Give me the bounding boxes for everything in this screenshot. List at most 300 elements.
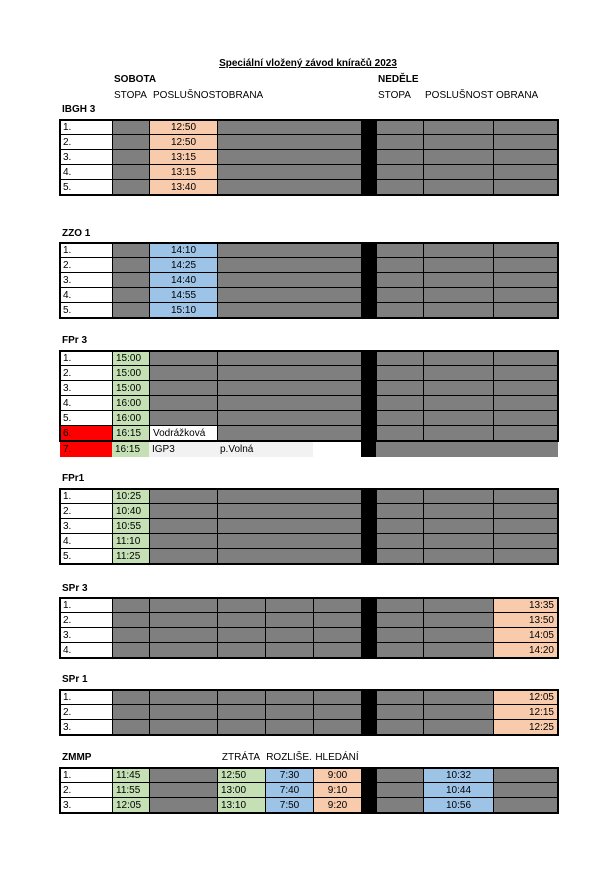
time-cell: 11:55 <box>112 783 149 798</box>
separator-cell <box>361 426 376 441</box>
separator-cell <box>361 720 376 735</box>
empty-cell <box>217 643 265 658</box>
empty-cell <box>217 411 361 426</box>
table-row <box>60 768 558 783</box>
time-cell: 13:50 <box>493 613 558 628</box>
empty-cell <box>376 598 423 613</box>
time-cell: 13:40 <box>149 180 217 195</box>
empty-cell <box>112 273 149 288</box>
empty-cell <box>423 643 493 658</box>
empty-cell <box>493 411 558 426</box>
section-label: ZMMP <box>62 752 92 763</box>
separator-cell <box>361 381 376 396</box>
row-number: 1. <box>60 120 112 135</box>
row-number: 2. <box>60 783 112 798</box>
empty-cell <box>149 549 217 564</box>
separator-cell <box>361 519 376 534</box>
empty-cell <box>112 120 149 135</box>
empty-cell <box>313 705 361 720</box>
empty-cell <box>112 288 149 303</box>
row-number: 4. <box>60 643 112 658</box>
empty-cell <box>112 690 149 705</box>
empty-cell <box>423 396 493 411</box>
separator-cell <box>361 273 376 288</box>
empty-cell <box>217 165 361 180</box>
separator-cell <box>361 489 376 504</box>
separator-cell <box>361 504 376 519</box>
empty-cell <box>493 150 558 165</box>
separator-cell <box>361 768 376 783</box>
table-spr1 <box>60 690 558 735</box>
time-cell: 7:30 <box>265 768 313 783</box>
empty-cell <box>112 243 149 258</box>
table-row <box>60 519 558 534</box>
empty-cell <box>217 426 361 441</box>
row-number: 5. <box>60 411 112 426</box>
empty-cell <box>376 120 423 135</box>
time-cell: 9:10 <box>313 783 361 798</box>
empty-cell <box>493 273 558 288</box>
table-row <box>60 549 558 564</box>
empty-cell <box>149 396 217 411</box>
empty-cell <box>376 303 423 318</box>
empty-cell <box>112 643 149 658</box>
separator-cell <box>361 783 376 798</box>
time-cell: 12:50 <box>149 135 217 150</box>
table-row <box>60 396 558 411</box>
row-number: 3. <box>60 381 112 396</box>
row-number: 2. <box>60 613 112 628</box>
extra-cell-text2: p.Volná <box>217 442 313 457</box>
section-label: SPr 1 <box>62 674 88 685</box>
time-cell: 7:40 <box>265 783 313 798</box>
empty-cell <box>149 381 217 396</box>
time-cell: 12:25 <box>493 720 558 735</box>
row-number: 2. <box>60 705 112 720</box>
empty-cell <box>376 165 423 180</box>
table-row <box>60 798 558 813</box>
separator-cell <box>361 150 376 165</box>
table-row <box>60 720 558 735</box>
empty-cell <box>149 783 217 798</box>
separator-cell <box>361 534 376 549</box>
empty-cell <box>376 720 423 735</box>
time-cell: 12:50 <box>217 768 265 783</box>
table-zzo1 <box>60 243 558 318</box>
empty-cell <box>493 243 558 258</box>
empty-cell <box>149 690 217 705</box>
table-row <box>60 381 558 396</box>
empty-cell <box>112 613 149 628</box>
empty-cell <box>493 768 558 783</box>
empty-cell <box>265 690 313 705</box>
time-cell: 9:00 <box>313 768 361 783</box>
table-row <box>60 120 558 135</box>
empty-cell <box>265 705 313 720</box>
separator-cell <box>361 135 376 150</box>
empty-cell <box>376 396 423 411</box>
separator-cell <box>361 303 376 318</box>
empty-cell <box>149 489 217 504</box>
table-row <box>60 489 558 504</box>
row-number: 2. <box>60 504 112 519</box>
empty-cell <box>112 720 149 735</box>
time-cell: 7:50 <box>265 798 313 813</box>
section-label: SPr 3 <box>62 583 88 594</box>
table-row <box>60 783 558 798</box>
table-row <box>60 165 558 180</box>
extra-cell-time: 16:15 <box>112 442 149 457</box>
table-row <box>60 180 558 195</box>
empty-cell <box>493 783 558 798</box>
empty-cell <box>112 628 149 643</box>
empty-cell <box>217 180 361 195</box>
empty-cell <box>376 288 423 303</box>
row-number: 3. <box>60 798 112 813</box>
empty-cell <box>493 519 558 534</box>
empty-cell <box>493 120 558 135</box>
table-row-extra <box>60 442 558 457</box>
row-number: 1. <box>60 243 112 258</box>
empty-cell <box>112 150 149 165</box>
separator-cell <box>361 798 376 813</box>
empty-cell <box>376 613 423 628</box>
empty-cell <box>423 243 493 258</box>
table-row <box>60 504 558 519</box>
empty-cell <box>112 180 149 195</box>
empty-cell <box>376 351 423 366</box>
empty-cell <box>313 613 361 628</box>
empty-cell <box>217 519 361 534</box>
empty-cell <box>423 120 493 135</box>
empty-cell <box>493 396 558 411</box>
empty-cell <box>149 519 217 534</box>
empty-cell <box>376 150 423 165</box>
section-label: FPr1 <box>62 473 85 484</box>
table-zmmp <box>60 768 558 813</box>
row-number: 4. <box>60 396 112 411</box>
empty-cell <box>423 165 493 180</box>
empty-cell <box>493 366 558 381</box>
empty-cell <box>217 720 265 735</box>
empty-cell <box>313 643 361 658</box>
col-header-poslusnost-sun: POSLUŠNOST <box>425 90 494 101</box>
table-spr3 <box>60 598 558 658</box>
empty-cell <box>423 628 493 643</box>
empty-cell <box>493 180 558 195</box>
time-cell: 13:10 <box>217 798 265 813</box>
empty-cell <box>493 258 558 273</box>
empty-cell <box>423 519 493 534</box>
table-row <box>60 135 558 150</box>
empty-cell <box>217 120 361 135</box>
empty-cell <box>493 798 558 813</box>
time-cell: 15:00 <box>112 366 149 381</box>
table-row <box>60 288 558 303</box>
empty-cell <box>112 705 149 720</box>
empty-cell <box>149 798 217 813</box>
time-cell: 10:40 <box>112 504 149 519</box>
time-cell: 14:10 <box>149 243 217 258</box>
time-cell: 11:10 <box>112 534 149 549</box>
table-row <box>60 150 558 165</box>
row-number: 1. <box>60 690 112 705</box>
empty-cell <box>149 598 217 613</box>
table-row <box>60 273 558 288</box>
time-cell: 14:55 <box>149 288 217 303</box>
time-cell: Vodrážková <box>149 426 217 441</box>
empty-cell <box>149 534 217 549</box>
empty-cell <box>265 628 313 643</box>
empty-cell <box>423 598 493 613</box>
row-number: 5. <box>60 549 112 564</box>
empty-cell <box>112 598 149 613</box>
empty-cell <box>112 165 149 180</box>
empty-cell <box>313 690 361 705</box>
empty-cell <box>376 549 423 564</box>
table-row <box>60 366 558 381</box>
empty-cell <box>217 351 361 366</box>
empty-cell <box>313 720 361 735</box>
row-number: 3. <box>60 720 112 735</box>
empty-cell <box>217 243 361 258</box>
empty-cell <box>493 165 558 180</box>
empty-cell <box>217 150 361 165</box>
separator-cell <box>361 690 376 705</box>
empty-cell <box>423 150 493 165</box>
table-fpr3 <box>60 351 558 441</box>
empty-cell <box>376 411 423 426</box>
time-cell: 12:05 <box>493 690 558 705</box>
time-cell: 12:15 <box>493 705 558 720</box>
empty-cell <box>149 366 217 381</box>
empty-cell <box>376 783 423 798</box>
separator-cell <box>361 366 376 381</box>
empty-cell <box>217 705 265 720</box>
separator-cell <box>361 643 376 658</box>
empty-cell <box>376 135 423 150</box>
time-cell: 13:15 <box>149 165 217 180</box>
row-number: 2. <box>60 258 112 273</box>
table-row <box>60 534 558 549</box>
separator-cell <box>361 180 376 195</box>
empty-cell <box>217 303 361 318</box>
empty-cell <box>376 705 423 720</box>
empty-cell <box>493 549 558 564</box>
section-label: IBGH 3 <box>62 104 96 115</box>
empty-cell <box>423 351 493 366</box>
empty-cell <box>149 720 217 735</box>
empty-cell <box>493 426 558 441</box>
row-number: 1. <box>60 489 112 504</box>
table-row <box>60 351 558 366</box>
empty-cell <box>423 489 493 504</box>
empty-cell <box>217 598 265 613</box>
empty-cell <box>376 504 423 519</box>
time-cell: 10:55 <box>112 519 149 534</box>
row-number: 5. <box>60 180 112 195</box>
row-number: 6. <box>60 426 112 441</box>
empty-cell <box>423 411 493 426</box>
time-cell: 10:25 <box>112 489 149 504</box>
empty-cell <box>376 519 423 534</box>
empty-cell <box>376 366 423 381</box>
empty-cell <box>265 598 313 613</box>
empty-cell <box>423 426 493 441</box>
day-sunday-label: NEDĚLE <box>378 74 419 85</box>
empty-cell <box>376 798 423 813</box>
empty-cell <box>423 381 493 396</box>
table-fpr1 <box>60 489 558 564</box>
separator-cell <box>361 243 376 258</box>
empty-cell <box>265 643 313 658</box>
sub-header: ZTRÁTA <box>221 752 261 763</box>
empty-cell <box>423 135 493 150</box>
empty-cell <box>423 549 493 564</box>
empty-cell <box>376 643 423 658</box>
time-cell: 11:25 <box>112 549 149 564</box>
empty-cell <box>376 273 423 288</box>
separator-cell <box>361 165 376 180</box>
empty-cell <box>376 489 423 504</box>
row-number: 5. <box>60 303 112 318</box>
separator-cell <box>361 258 376 273</box>
empty-cell <box>493 534 558 549</box>
separator-cell <box>361 598 376 613</box>
empty-cell <box>149 768 217 783</box>
empty-cell <box>493 303 558 318</box>
time-cell: 15:00 <box>112 381 149 396</box>
row-number: 3. <box>60 150 112 165</box>
row-number: 1. <box>60 351 112 366</box>
empty-cell <box>112 135 149 150</box>
empty-cell <box>217 366 361 381</box>
empty-cell <box>493 351 558 366</box>
time-cell: 16:15 <box>112 426 149 441</box>
time-cell: 13:15 <box>149 150 217 165</box>
time-cell: 16:00 <box>112 396 149 411</box>
extra-cell <box>376 442 558 457</box>
table-row <box>60 705 558 720</box>
empty-cell <box>376 690 423 705</box>
empty-cell <box>423 303 493 318</box>
time-cell: 11:45 <box>112 768 149 783</box>
row-number: 3. <box>60 273 112 288</box>
empty-cell <box>423 504 493 519</box>
row-number: 4. <box>60 288 112 303</box>
separator-cell <box>361 396 376 411</box>
empty-cell <box>423 705 493 720</box>
empty-cell <box>265 613 313 628</box>
page-title: Speciální vložený závod kníračů 2023 <box>219 58 397 69</box>
time-cell: 9:20 <box>313 798 361 813</box>
row-number: 3. <box>60 628 112 643</box>
col-header-obrana-sat: OBRANA <box>221 90 264 101</box>
empty-cell <box>423 366 493 381</box>
table-row <box>60 243 558 258</box>
empty-cell <box>313 628 361 643</box>
table-row <box>60 411 558 426</box>
empty-cell <box>493 135 558 150</box>
col-header-stopa-sun: STOPA <box>378 90 411 101</box>
row-number: 4. <box>60 165 112 180</box>
empty-cell <box>217 489 361 504</box>
time-cell: 12:05 <box>112 798 149 813</box>
separator-cell <box>361 120 376 135</box>
extra-cell <box>313 442 361 457</box>
time-cell: 14:20 <box>493 643 558 658</box>
time-cell: 15:00 <box>112 351 149 366</box>
time-cell: 13:35 <box>493 598 558 613</box>
table-row <box>60 628 558 643</box>
time-cell: 10:32 <box>423 768 493 783</box>
empty-cell <box>313 598 361 613</box>
empty-cell <box>149 643 217 658</box>
empty-cell <box>217 613 265 628</box>
row-number: 1. <box>60 768 112 783</box>
empty-cell <box>423 258 493 273</box>
empty-cell <box>149 411 217 426</box>
empty-cell <box>112 258 149 273</box>
empty-cell <box>376 534 423 549</box>
table-row <box>60 643 558 658</box>
col-header-obrana-sun: OBRANA <box>496 90 539 101</box>
empty-cell <box>493 504 558 519</box>
row-number: 4. <box>60 534 112 549</box>
empty-cell <box>376 180 423 195</box>
sub-header: HLEDÁNÍ <box>315 752 359 763</box>
empty-cell <box>149 705 217 720</box>
empty-cell <box>217 273 361 288</box>
empty-cell <box>423 720 493 735</box>
empty-cell <box>217 690 265 705</box>
row-number: 2. <box>60 366 112 381</box>
time-cell: 14:25 <box>149 258 217 273</box>
section-label: ZZO 1 <box>62 228 91 239</box>
separator-cell <box>361 351 376 366</box>
empty-cell <box>265 720 313 735</box>
row-number: 1. <box>60 598 112 613</box>
table-row <box>60 690 558 705</box>
row-number: 3. <box>60 519 112 534</box>
empty-cell <box>217 381 361 396</box>
table-row <box>60 426 558 441</box>
table-ibgh3 <box>60 120 558 195</box>
time-cell: 15:10 <box>149 303 217 318</box>
empty-cell <box>376 381 423 396</box>
time-cell: 14:40 <box>149 273 217 288</box>
empty-cell <box>217 135 361 150</box>
empty-cell <box>376 628 423 643</box>
empty-cell <box>423 273 493 288</box>
extra-cell-n: 7. <box>60 442 112 457</box>
empty-cell <box>149 613 217 628</box>
extra-cell-text1: IGP3 <box>149 442 217 457</box>
time-cell: 13:00 <box>217 783 265 798</box>
col-header-stopa-sat: STOPA <box>114 90 147 101</box>
empty-cell <box>376 243 423 258</box>
empty-cell <box>423 613 493 628</box>
empty-cell <box>423 534 493 549</box>
empty-cell <box>217 534 361 549</box>
separator-cell <box>361 288 376 303</box>
table-row <box>60 258 558 273</box>
separator-cell <box>361 549 376 564</box>
row-number: 2. <box>60 135 112 150</box>
day-saturday-label: SOBOTA <box>114 74 157 85</box>
table-row <box>60 598 558 613</box>
separator-cell <box>361 705 376 720</box>
